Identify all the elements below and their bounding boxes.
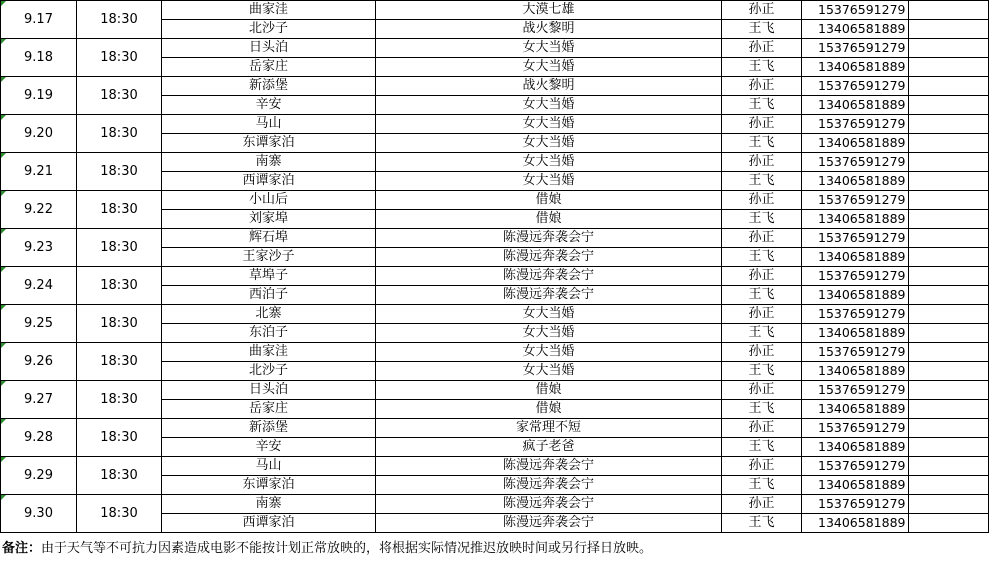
phone-cell[interactable]: 13406581889 [802,210,909,229]
phone-cell[interactable]: 13406581889 [802,172,909,191]
film-cell[interactable]: 女大当婚 [376,134,722,153]
place-cell[interactable]: 东泊子 [162,324,376,343]
empty-cell[interactable] [909,400,989,419]
empty-cell[interactable] [909,191,989,210]
film-cell[interactable]: 陈漫远奔袭会宁 [376,248,722,267]
table-row [1,419,989,438]
place-cell[interactable]: 新添堡 [162,419,376,438]
date-cell[interactable]: 9.29 [1,457,77,495]
place-cell[interactable]: 北沙子 [162,20,376,39]
date-cell[interactable]: 9.30 [1,495,77,533]
projectionist-cell[interactable]: 孙正 [722,115,802,134]
projectionist-cell[interactable]: 王飞 [722,324,802,343]
time-cell[interactable]: 18:30 [77,153,162,191]
projectionist-cell[interactable]: 王飞 [722,96,802,115]
empty-cell[interactable] [909,267,989,286]
phone-cell[interactable]: 15376591279 [802,39,909,58]
phone-cell[interactable]: 15376591279 [802,457,909,476]
film-cell[interactable]: 疯子老爸 [376,438,722,457]
phone-cell[interactable]: 13406581889 [802,400,909,419]
film-cell[interactable]: 战火黎明 [376,20,722,39]
projectionist-cell[interactable]: 王飞 [722,286,802,305]
empty-cell[interactable] [909,457,989,476]
projectionist-cell[interactable]: 孙正 [722,381,802,400]
empty-cell[interactable] [909,419,989,438]
phone-cell[interactable]: 15376591279 [802,77,909,96]
place-cell[interactable]: 曲家洼 [162,1,376,20]
film-cell[interactable]: 陈漫远奔袭会宁 [376,229,722,248]
note-label: 备注： [2,541,42,556]
film-cell[interactable]: 女大当婚 [376,305,722,324]
table-row [1,305,989,324]
film-cell[interactable]: 女大当婚 [376,115,722,134]
film-cell[interactable]: 陈漫远奔袭会宁 [376,495,722,514]
place-cell[interactable]: 北沙子 [162,362,376,381]
phone-cell[interactable]: 15376591279 [802,343,909,362]
empty-cell[interactable] [909,286,989,305]
phone-cell[interactable]: 13406581889 [802,20,909,39]
film-cell[interactable]: 女大当婚 [376,96,722,115]
place-cell[interactable]: 西谭家泊 [162,514,376,533]
table-row [1,343,989,362]
film-cell[interactable]: 陈漫远奔袭会宁 [376,514,722,533]
projectionist-cell[interactable]: 王飞 [722,438,802,457]
projectionist-cell[interactable]: 王飞 [722,210,802,229]
footer-note [2,540,652,558]
phone-cell[interactable]: 13406581889 [802,96,909,115]
date-cell[interactable]: 9.22 [1,191,77,229]
phone-cell[interactable]: 13406581889 [802,134,909,153]
time-cell[interactable]: 18:30 [77,457,162,495]
table-row [1,267,989,286]
phone-cell[interactable]: 15376591279 [802,305,909,324]
note-text: 由于天气等不可抗力因素造成电影不能按计划正常放映的，将根据实际情况推迟放映时间或另行择日放映。 [41,541,653,556]
empty-cell[interactable] [909,210,989,229]
time-cell[interactable]: 18:30 [77,229,162,267]
place-cell[interactable]: 小山后 [162,191,376,210]
film-cell[interactable]: 女大当婚 [376,39,722,58]
time-cell[interactable]: 18:30 [77,191,162,229]
empty-cell[interactable] [909,77,989,96]
phone-cell[interactable]: 13406581889 [802,286,909,305]
empty-cell[interactable] [909,381,989,400]
phone-cell[interactable]: 15376591279 [802,115,909,134]
phone-cell[interactable]: 15376591279 [802,153,909,172]
place-cell[interactable]: 曲家洼 [162,343,376,362]
projectionist-cell[interactable]: 孙正 [722,457,802,476]
phone-cell[interactable]: 13406581889 [802,362,909,381]
time-cell[interactable]: 18:30 [77,419,162,457]
time-cell[interactable]: 18:30 [77,39,162,77]
date-cell[interactable]: 9.19 [1,77,77,115]
place-cell[interactable]: 草埠子 [162,267,376,286]
place-cell[interactable]: 日头泊 [162,39,376,58]
time-cell[interactable]: 18:30 [77,305,162,343]
phone-cell[interactable]: 13406581889 [802,324,909,343]
film-cell[interactable]: 陈漫远奔袭会宁 [376,267,722,286]
projectionist-cell[interactable]: 孙正 [722,39,802,58]
film-cell[interactable]: 女大当婚 [376,362,722,381]
empty-cell[interactable] [909,248,989,267]
date-cell[interactable]: 9.27 [1,381,77,419]
empty-cell[interactable] [909,362,989,381]
empty-cell[interactable] [909,438,989,457]
projectionist-cell[interactable]: 孙正 [722,153,802,172]
empty-cell[interactable] [909,115,989,134]
phone-cell[interactable]: 13406581889 [802,514,909,533]
table-row [1,457,989,476]
projectionist-cell[interactable]: 王飞 [722,400,802,419]
empty-cell[interactable] [909,96,989,115]
place-cell[interactable]: 岳家庄 [162,58,376,77]
place-cell[interactable]: 刘家埠 [162,210,376,229]
film-cell[interactable]: 借娘 [376,191,722,210]
phone-cell[interactable]: 15376591279 [802,1,909,20]
table-row [1,153,989,172]
place-cell[interactable]: 辉石埠 [162,229,376,248]
place-cell[interactable]: 辛安 [162,96,376,115]
table-row [1,381,989,400]
empty-cell[interactable] [909,305,989,324]
film-cell[interactable]: 女大当婚 [376,343,722,362]
empty-cell[interactable] [909,514,989,533]
projectionist-cell[interactable]: 孙正 [722,419,802,438]
film-cell[interactable]: 女大当婚 [376,324,722,343]
film-cell[interactable]: 借娘 [376,210,722,229]
time-cell[interactable]: 18:30 [77,495,162,533]
projectionist-cell[interactable]: 王飞 [722,134,802,153]
projectionist-cell[interactable]: 王飞 [722,20,802,39]
projectionist-cell[interactable]: 王飞 [722,514,802,533]
date-cell[interactable]: 9.21 [1,153,77,191]
projectionist-cell[interactable]: 孙正 [722,267,802,286]
phone-cell[interactable]: 15376591279 [802,419,909,438]
date-cell[interactable]: 9.23 [1,229,77,267]
place-cell[interactable]: 西谭家泊 [162,172,376,191]
table-row [1,1,989,20]
table-row [1,495,989,514]
time-cell[interactable]: 18:30 [77,115,162,153]
empty-cell[interactable] [909,1,989,20]
date-cell[interactable]: 9.18 [1,39,77,77]
phone-cell[interactable]: 13406581889 [802,248,909,267]
projectionist-cell[interactable]: 孙正 [722,495,802,514]
place-cell[interactable]: 马山 [162,457,376,476]
film-cell[interactable]: 女大当婚 [376,172,722,191]
time-cell[interactable]: 18:30 [77,381,162,419]
empty-cell[interactable] [909,153,989,172]
projectionist-cell[interactable]: 王飞 [722,248,802,267]
phone-cell[interactable]: 15376591279 [802,495,909,514]
date-cell[interactable]: 9.26 [1,343,77,381]
film-cell[interactable]: 陈漫远奔袭会宁 [376,457,722,476]
projectionist-cell[interactable]: 孙正 [722,305,802,324]
table-row [1,191,989,210]
place-cell[interactable]: 新添堡 [162,77,376,96]
film-cell[interactable]: 陈漫远奔袭会宁 [376,286,722,305]
place-cell[interactable]: 南寨 [162,495,376,514]
projectionist-cell[interactable]: 孙正 [722,1,802,20]
table-row [1,229,989,248]
empty-cell[interactable] [909,476,989,495]
film-cell[interactable]: 借娘 [376,400,722,419]
date-cell[interactable]: 9.25 [1,305,77,343]
date-cell[interactable]: 9.24 [1,267,77,305]
phone-cell[interactable]: 13406581889 [802,476,909,495]
film-cell[interactable]: 借娘 [376,381,722,400]
place-cell[interactable]: 东谭家泊 [162,134,376,153]
projectionist-cell[interactable]: 王飞 [722,362,802,381]
projectionist-cell[interactable]: 王飞 [722,172,802,191]
projectionist-cell[interactable]: 孙正 [722,343,802,362]
place-cell[interactable]: 岳家庄 [162,400,376,419]
phone-cell[interactable]: 15376591279 [802,267,909,286]
time-cell[interactable]: 18:30 [77,1,162,39]
place-cell[interactable]: 辛安 [162,438,376,457]
phone-cell[interactable]: 15376591279 [802,381,909,400]
projectionist-cell[interactable]: 孙正 [722,229,802,248]
date-cell[interactable]: 9.17 [1,1,77,39]
place-cell[interactable]: 王家沙子 [162,248,376,267]
place-cell[interactable]: 马山 [162,115,376,134]
projectionist-cell[interactable]: 孙正 [722,191,802,210]
film-cell[interactable]: 家常理不短 [376,419,722,438]
place-cell[interactable]: 西泊子 [162,286,376,305]
phone-cell[interactable]: 15376591279 [802,229,909,248]
film-cell[interactable]: 战火黎明 [376,77,722,96]
empty-cell[interactable] [909,172,989,191]
empty-cell[interactable] [909,495,989,514]
film-cell[interactable]: 陈漫远奔袭会宁 [376,476,722,495]
empty-cell[interactable] [909,39,989,58]
time-cell[interactable]: 18:30 [77,77,162,115]
place-cell[interactable]: 北寨 [162,305,376,324]
date-cell[interactable]: 9.28 [1,419,77,457]
empty-cell[interactable] [909,343,989,362]
phone-cell[interactable]: 15376591279 [802,191,909,210]
projectionist-cell[interactable]: 王飞 [722,476,802,495]
table-row [1,39,989,58]
phone-cell[interactable]: 13406581889 [802,58,909,77]
film-cell[interactable]: 大漠七雄 [376,1,722,20]
empty-cell[interactable] [909,324,989,343]
empty-cell[interactable] [909,134,989,153]
schedule-body [1,1,989,533]
table-row [1,77,989,96]
empty-cell[interactable] [909,20,989,39]
time-cell[interactable]: 18:30 [77,267,162,305]
film-cell[interactable]: 女大当婚 [376,58,722,77]
film-cell[interactable]: 女大当婚 [376,153,722,172]
time-cell[interactable]: 18:30 [77,343,162,381]
date-cell[interactable]: 9.20 [1,115,77,153]
phone-cell[interactable]: 13406581889 [802,438,909,457]
empty-cell[interactable] [909,58,989,77]
projectionist-cell[interactable]: 王飞 [722,58,802,77]
place-cell[interactable]: 南寨 [162,153,376,172]
place-cell[interactable]: 东谭家泊 [162,476,376,495]
place-cell[interactable]: 日头泊 [162,381,376,400]
projectionist-cell[interactable]: 孙正 [722,77,802,96]
table-row [1,115,989,134]
empty-cell[interactable] [909,229,989,248]
